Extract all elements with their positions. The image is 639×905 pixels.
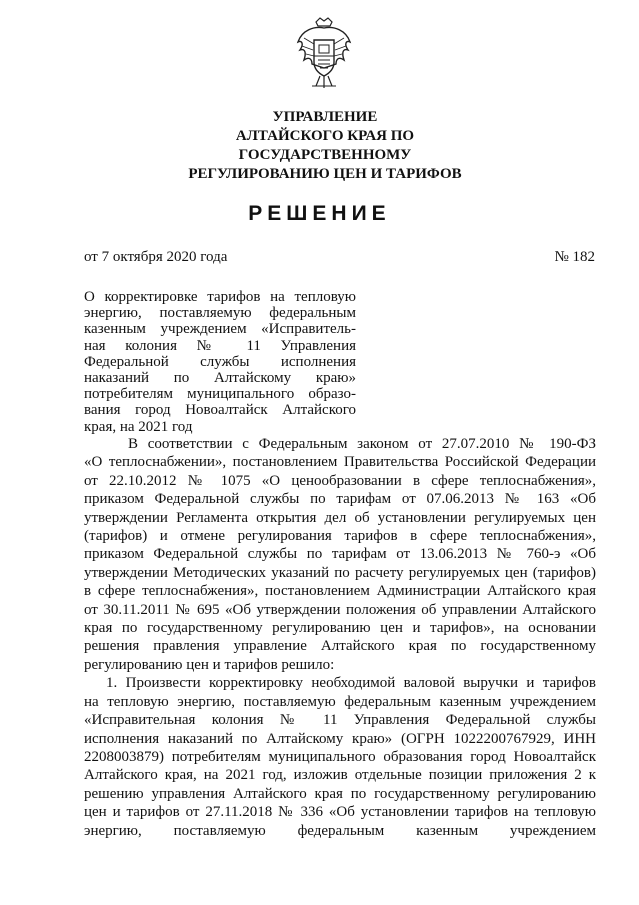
body-line: регулированию цен и тарифов решило: (84, 656, 335, 673)
document-number: № 182 (554, 249, 595, 265)
body-line: «Исправительная колония № 11 Управления Федеральной службы (84, 712, 596, 729)
body-line: Алтайского края, на 2021 год, изложив отдельные позиции приложения 2 к (84, 767, 596, 784)
subject-line: края, на 2021 год (84, 418, 193, 435)
document-date: от 7 октября 2020 года (84, 249, 228, 265)
body-line: (тарифов) и отмене регулирования тарифов в сфере теплоснабжения», (84, 528, 596, 545)
body-line: на тепловую энергию, поставляемую федеральным казенным учреждением (84, 693, 596, 710)
body-line: исполнения наказаний по Алтайскому краю» (ОГРН 1022200767929, ИНН (84, 730, 596, 747)
body-line: энергию, поставляемую федеральным казенным учреждением (84, 822, 596, 839)
body-line: 2208003879) потребителям муниципального образования город Новоалтайск (84, 748, 596, 765)
document-title: РЕШЕНИЕ (248, 202, 391, 225)
body-line: решению управления Алтайского края по государственному регулированию (84, 785, 596, 802)
body-line: решения правления управление Алтайского края по государственному (84, 638, 596, 655)
body-line: утверждении Регламента открытия дел об установлении регулируемых цен (84, 509, 596, 526)
agency-header (150, 108, 500, 184)
body-line: от 30.11.2011 № 695 «Об утверждении положения об управлении Алтайского (84, 601, 596, 618)
subject-line: Федеральной службы исполнения (84, 353, 356, 370)
body-line: 1. Произвести корректировку необходимой валовой выручки и тарифов (106, 675, 596, 692)
header-line-2: АЛТАЙСКОГО КРАЯ ПО ГОСУДАРСТВЕННОМУ (235, 128, 415, 163)
document-subject (84, 289, 356, 435)
body-line: цен и тарифов от 27.11.2018 № 336 «Об установлении тарифов на тепловую (84, 804, 596, 821)
header-line-1: УПРАВЛЕНИЕ (272, 109, 378, 125)
body-line: от 22.10.2012 № 1075 «О ценообразовании в сфере теплоснабжения», (84, 472, 596, 489)
subject-line: наказаний по Алтайскому краю» (84, 370, 356, 387)
header-line-3: РЕГУЛИРОВАНИЮ ЦЕН И ТАРИФОВ (188, 166, 462, 182)
subject-line: энергию, поставляемую федеральным (84, 305, 356, 322)
subject-line: казенным учреждением «Исправитель- (84, 321, 356, 338)
subject-line: вания город Новоалтайск Алтайского (84, 402, 356, 419)
body-line: «О теплоснабжении», постановлением Правительства Российской Федерации (84, 454, 596, 471)
coat-of-arms-icon (294, 16, 354, 94)
subject-line: потребителям муниципального образо- (84, 386, 356, 403)
body-line: приказом Федеральной службы по тарифам от 07.06.2013 № 163 «Об (84, 491, 596, 508)
body-line: в сфере теплоснабжения», постановлением Администрации Алтайского края (84, 583, 596, 600)
body-line: В соответствии с Федеральным законом от 27.07.2010 № 190-ФЗ (128, 436, 596, 452)
body-line: приказом Федеральной службы по тарифам от 13.06.2013 № 760-э «Об (84, 546, 596, 563)
subject-line: О корректировке тарифов на тепловую (84, 289, 356, 305)
body-line: края по государственному регулированию цен и тарифов», на основании (84, 620, 596, 637)
body-line: утверждении Методических указаний по расчету регулируемых цен (тарифов) (84, 564, 596, 581)
subject-line: ная колония № 11 Управления (84, 337, 356, 354)
document-body (84, 435, 596, 840)
